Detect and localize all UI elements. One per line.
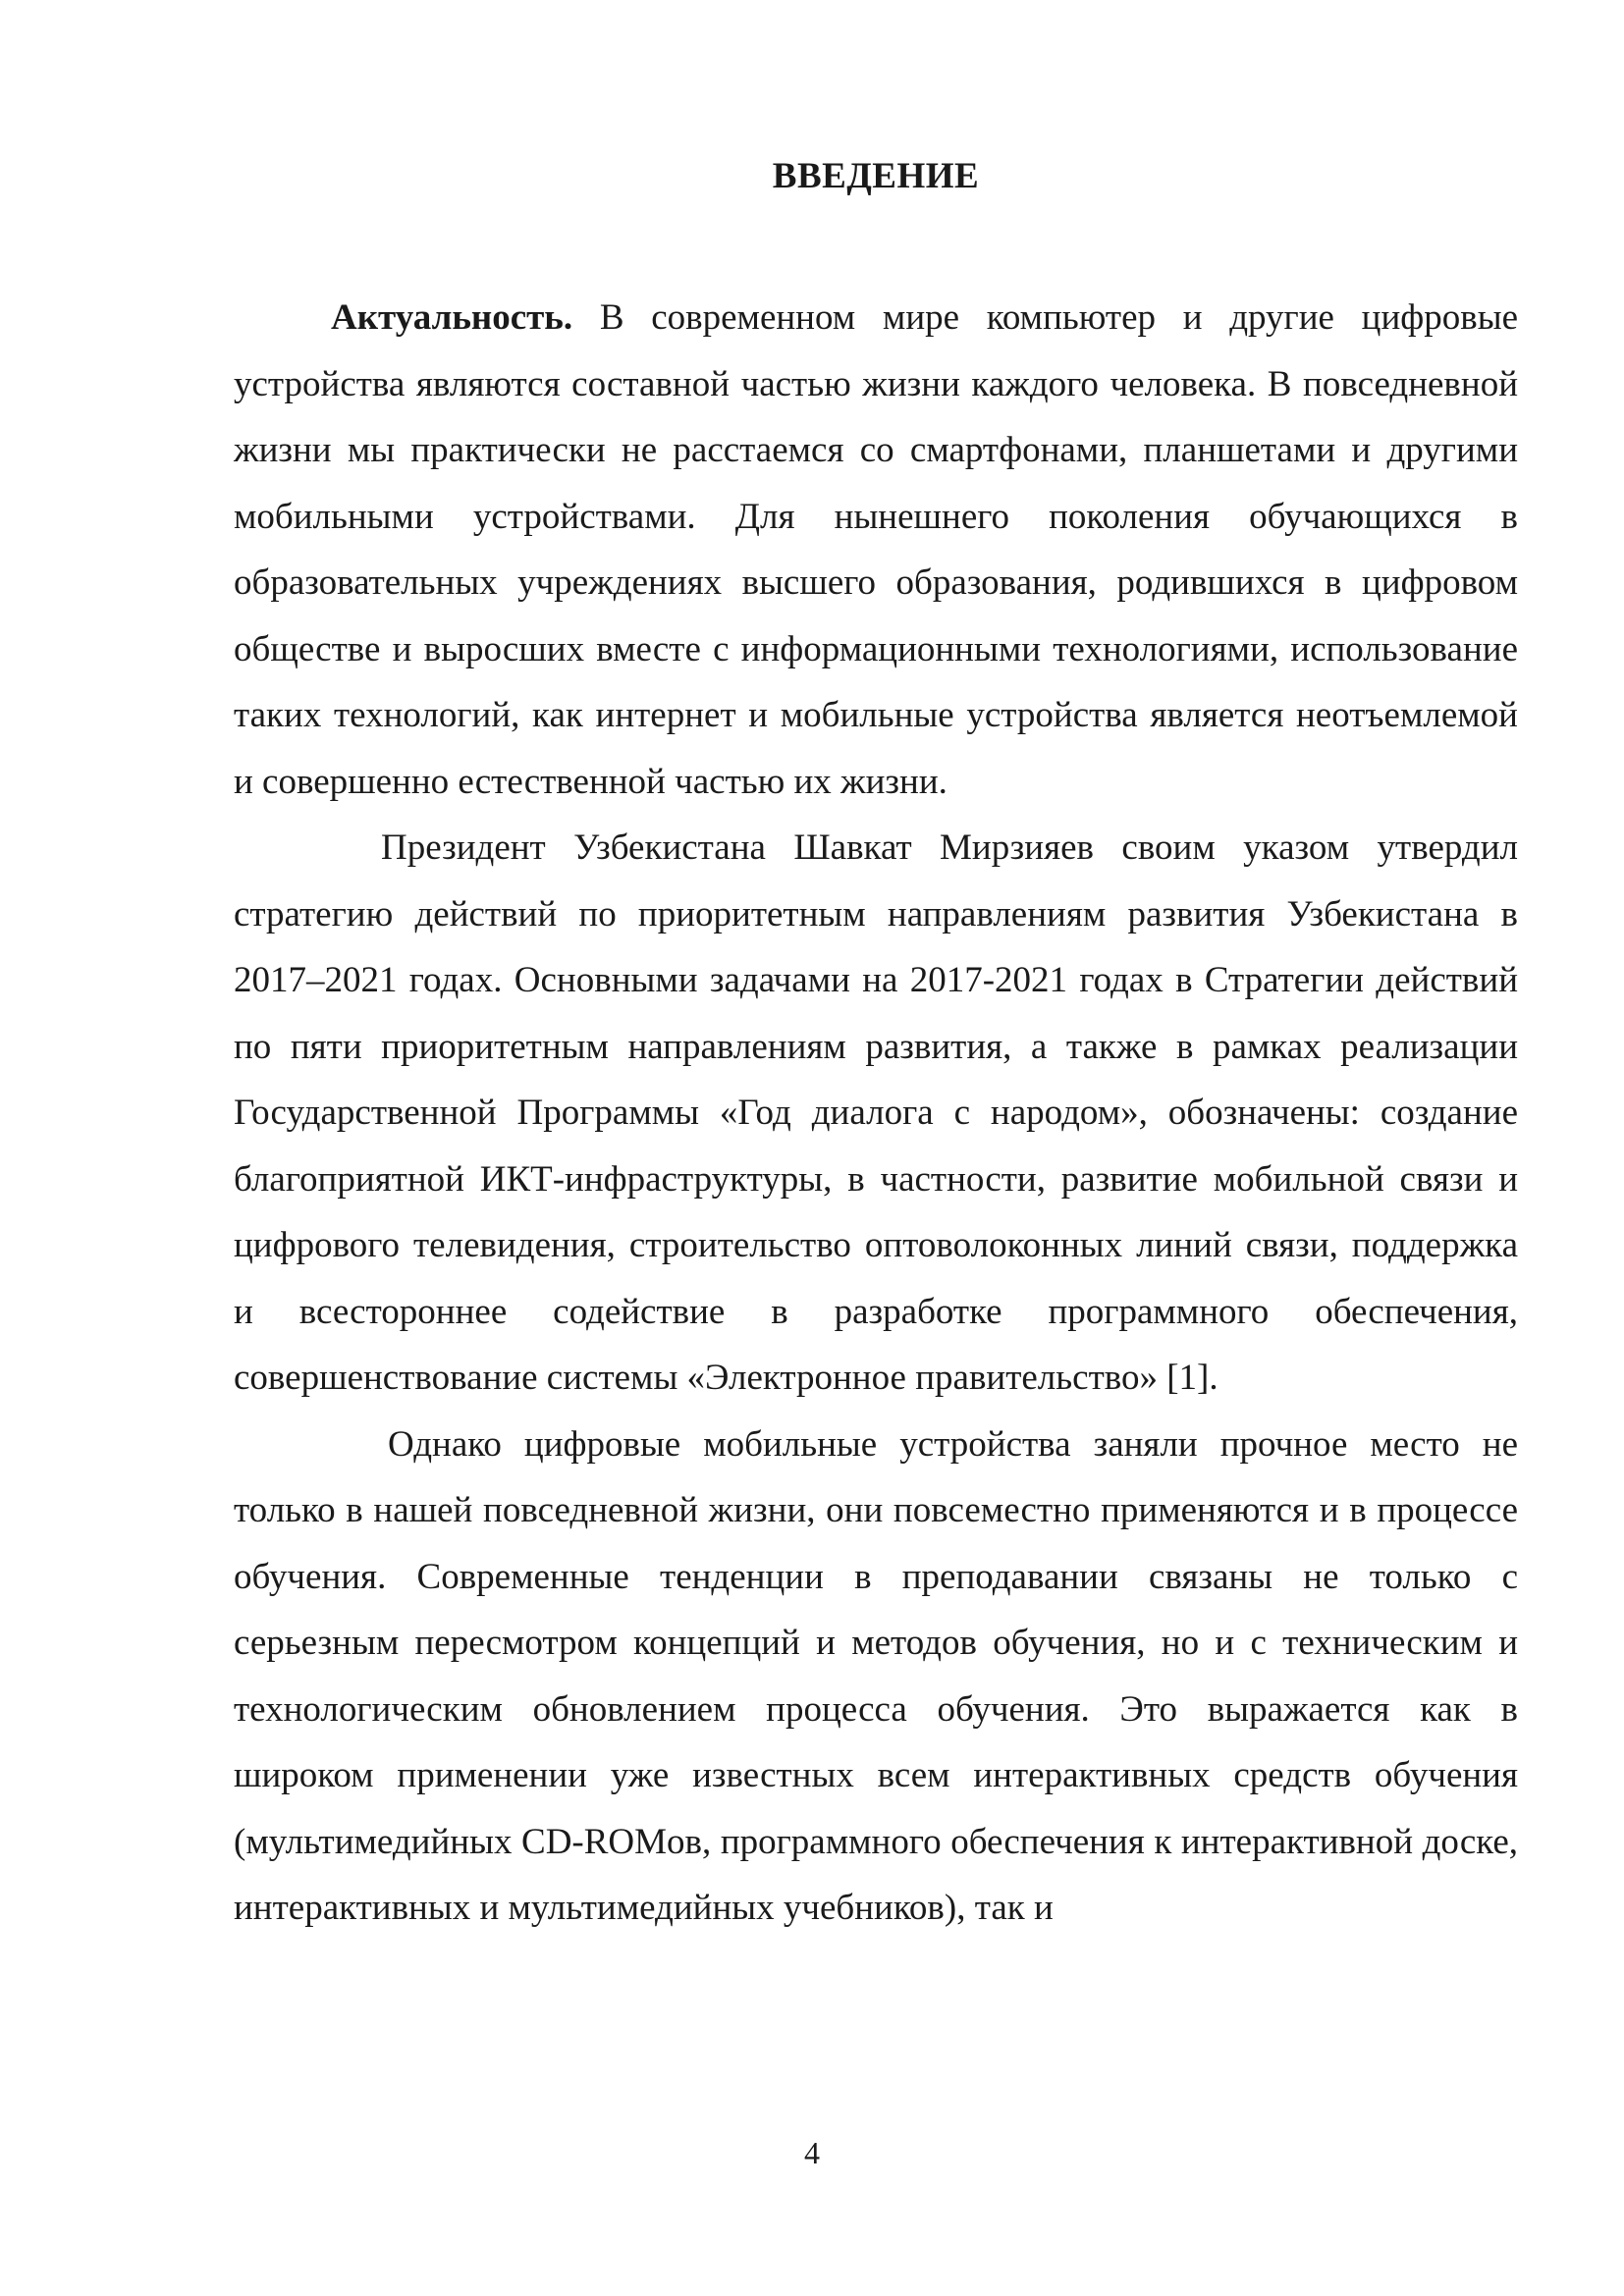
section-title: ВВЕДЕНИЕ	[772, 156, 980, 196]
paragraph-text: В современном мире компьютер и другие цифровые устройства являются составной частью жизни каждого человека. В повседневной жизни мы практически не расстаемся со смартфонами, планшетами и другими мобильными устройствами. Для нынешнего поколения обучающихся в образовательных учреждениях высшего образования, родившихся в цифровом обществе и выросших вместе с информационными технологиями, использование таких технологий, как интернет и мобильные устройства является неотъемлемой и совершенно естественной частью их жизни.	[234, 297, 1518, 802]
paragraph-text: Однако цифровые мобильные устройства заняли прочное место не только в нашей повседневной жизни, они повсеместно применяются и в процессе обучения. Современные тенденции в преподавании связаны не только с серьезным пересмотром концепций и методов обучения, но и с техническим и технологическим обновлением процесса обучения. Это выражается как в широком применении уже известных всем интерактивных средств обучения (мультимедийных CD-ROMов, программного обеспечения к интерактивной доске, интерактивных и мультимедийных учебников), так и	[234, 1423, 1518, 1928]
body-text	[234, 285, 1518, 1942]
paragraph-text: Президент Узбекистана Шавкат Мирзияев своим указом утвердил стратегию действий по приоритетным направлениям развития Узбекистана в 2017–2021 годах. Основными задачами на 2017-2021 годах в Стратегии действий по пяти приоритетным направлениям развития, а также в рамках реализации Государственной Программы «Год диалога с народом», обозначены: создание благоприятной ИКТ-инфраструктуры, в частности, развитие мобильной связи и цифрового телевидения, строительство оптоволоконных линий связи, поддержка и всестороннее содействие в разработке программного обеспечения, совершенствование системы «Электронное правительство» [1].	[234, 828, 1518, 1398]
paragraph-strategy	[234, 815, 1518, 1412]
page-number: 4	[804, 2135, 820, 2170]
paragraph-mobile-devices	[234, 1412, 1518, 1942]
paragraph-lead: Актуальность.	[331, 297, 573, 338]
paragraph-relevance	[234, 285, 1518, 815]
